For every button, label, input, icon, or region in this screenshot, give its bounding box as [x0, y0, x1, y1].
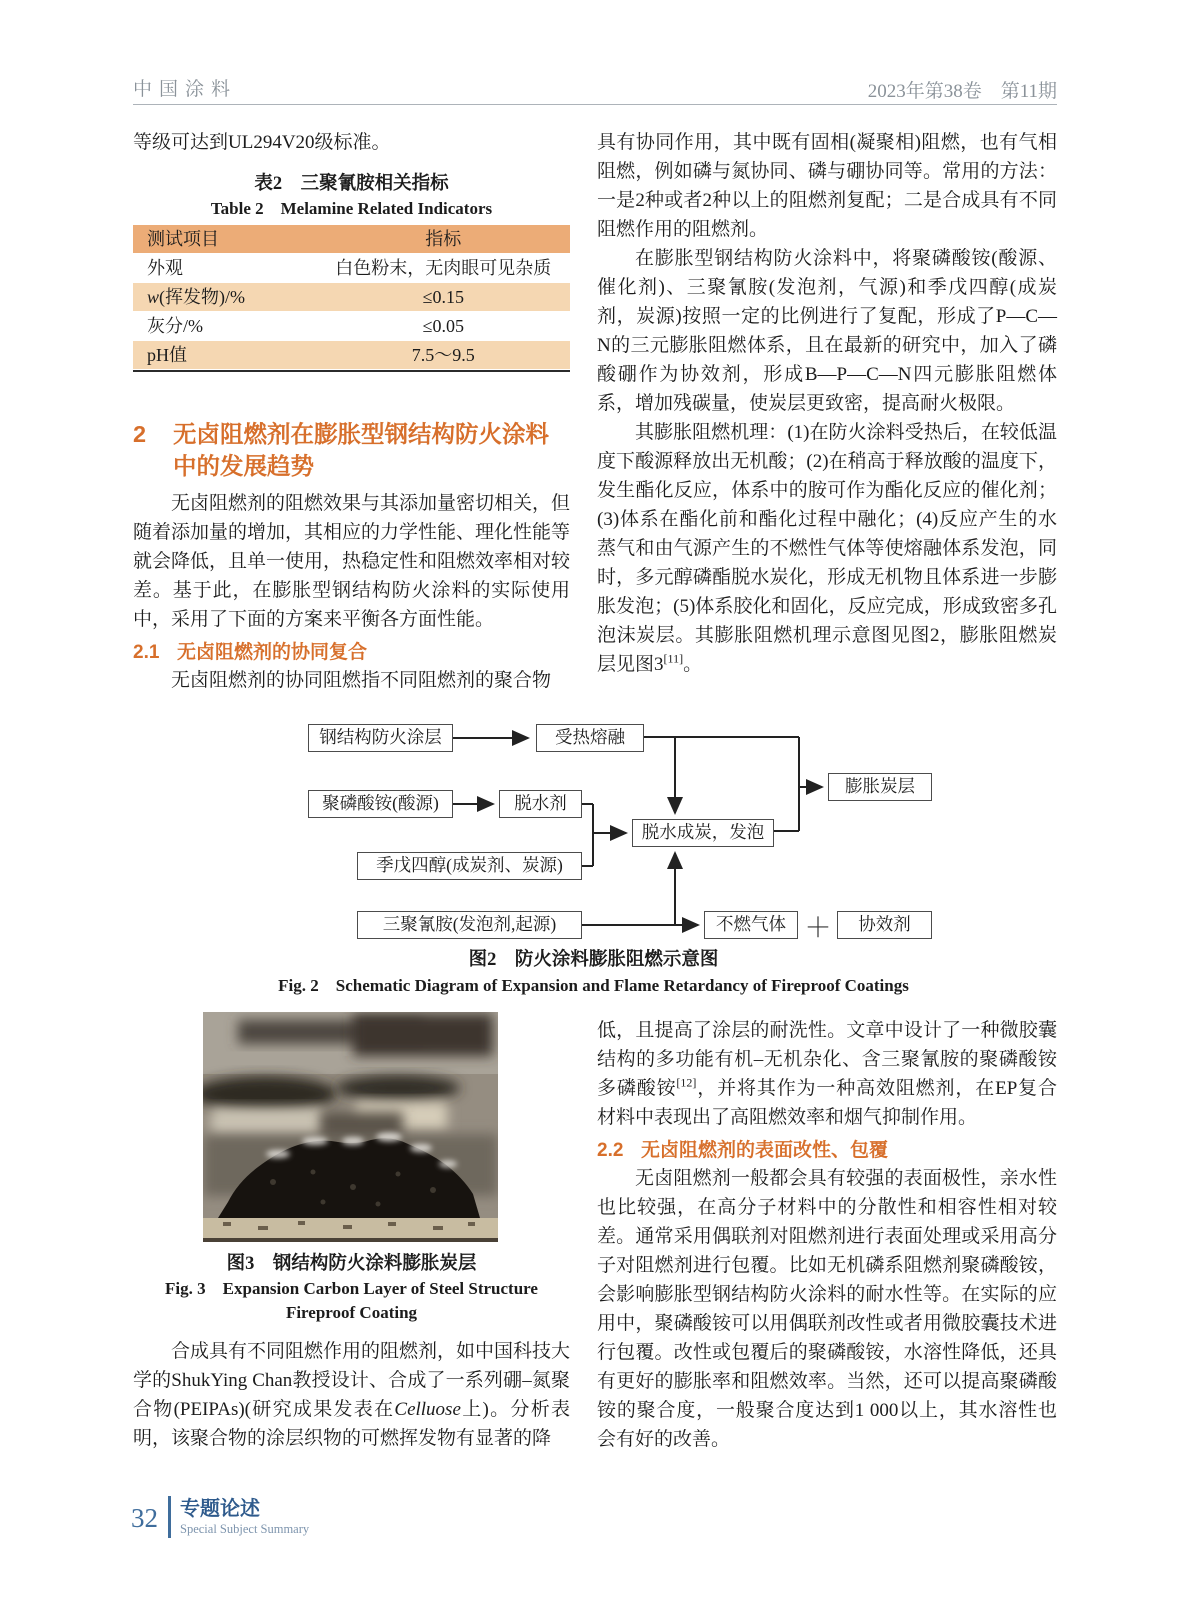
figure2-caption-en: Fig. 2 Schematic Diagram of Expansion and Flame Retardancy of Fireproof Coatings	[278, 976, 909, 995]
section-number: 2.1	[133, 642, 160, 663]
column-title-en: Special Subject Summary	[180, 1521, 310, 1536]
paragraph: 无卤阻燃剂的阻燃效果与其添加量密切相关，但随着添加量的增加，其相应的力学性能、理化性能等就会降低，且单一使用，热稳定性和阻燃效率相对较差。基于此，在膨胀型钢结构防火涂料的实际使用中，采用了下面的方案来平衡各方面性能。	[133, 493, 571, 630]
page-footer	[131, 1496, 309, 1538]
column-header: 指标	[317, 225, 570, 254]
figure2-flowchart	[0, 695, 1187, 1000]
table-cell: 白色粉末，无肉眼可见杂质	[317, 254, 570, 283]
figure2-caption-cn: 图2 防火涂料膨胀阻燃示意图	[468, 950, 719, 970]
footer-column-title	[180, 1498, 309, 1537]
paragraph-text: 上)。分析表明，该聚合物的涂层织物的可燃挥发物有显著的降	[133, 1399, 570, 1449]
paragraph-text: 合成具有不同阻燃作用的阻燃剂，如中国科技大学的ShukYing Chan教授设计、合成了一系列硼–氮聚合物(PEIPAs)(研究成果发表在	[133, 1341, 571, 1420]
journal-name-celluose: Celluose	[394, 1399, 461, 1420]
table-row	[133, 312, 570, 341]
paragraph-text: ，并将其作为一种高效阻燃剂，在EP复合材料中表现出了高阻燃效率和烟气抑制作用。	[597, 1078, 1057, 1128]
paragraph: 无卤阻燃剂一般都会具有较强的表面极性，亲水性也比较强，在高分子材料中的分散性和相容性相对较差。通常采用偶联剂对阻燃剂进行表面处理或采用高分子对阻燃剂进行包覆。比如无机磷系阻燃剂聚磷酸铵，会影响膨胀型钢结构防火涂料的耐水性等。在实际的应用中，聚磷酸铵可以用偶联剂改性或者用微胶囊技术进行包覆。改性或包覆后的聚磷酸铵，水溶性降低，还具有更好的膨胀率和阻燃效率。当然，还可以提高聚磷酸铵的聚合度，一般聚合度达到1 000以上，其水溶性也会有好的改善。	[597, 1168, 1057, 1450]
paragraph: 无卤阻燃剂的协同阻燃指不同阻燃剂的聚合物	[171, 670, 552, 691]
flow-node-expanded-char: 膨胀炭层	[828, 773, 932, 801]
table2-melamine-indicators	[133, 225, 570, 370]
figure3-caption-en: Fig. 3 Expansion Carbon Layer of Steel Structure	[165, 1279, 538, 1298]
flow-node-melamine: 三聚氰胺(发泡剂,起源)	[357, 911, 582, 939]
table-row	[133, 254, 570, 283]
flow-node-nonflammable-gas: 不燃气体	[704, 911, 798, 939]
plus-sign: ＋	[804, 912, 832, 943]
issue-info: 2023年第38卷 第11期	[867, 81, 1057, 102]
flow-node-steel-coating: 钢结构防火涂层	[308, 724, 453, 752]
header-rule	[133, 104, 1057, 105]
page-number: 32	[131, 1503, 158, 1533]
paragraph-text: 。	[683, 654, 703, 675]
symbol-w: w	[147, 287, 160, 307]
column-title-cn: 专题论述	[180, 1497, 260, 1520]
flow-node-app-acid-source: 聚磷酸铵(酸源)	[308, 790, 453, 818]
section-title: 无卤阻燃剂在膨胀型钢结构防火涂料中的发展趋势	[173, 421, 549, 479]
section-title: 无卤阻燃剂的表面改性、包覆	[641, 1140, 889, 1161]
table-cell-text: (挥发物)/%	[159, 287, 245, 307]
section-number: 2	[133, 421, 147, 447]
paragraph: 在膨胀型钢结构防火涂料中，将聚磷酸铵(酸源、催化剂)、三聚氰胺(发泡剂，气源)和季戊四醇(成炭剂，炭源)按照一定的比例进行了复配，形成了P—C—N的三元膨胀阻燃体系，且在最新的研究中，加入了磷酸硼作为协效剂，形成B—P—C—N四元膨胀阻燃体系，增加残碳量，使炭层更致密，提高耐火极限。	[597, 248, 1057, 414]
section-number: 2.2	[597, 1140, 624, 1161]
flow-node-pentaerythritol: 季戊四醇(成炭剂、炭源)	[357, 852, 582, 880]
reference-11: [11]	[663, 651, 684, 666]
flow-node-char-foaming: 脱水成炭，发泡	[632, 819, 774, 847]
figure3-photo-char-layer	[203, 1012, 498, 1242]
figure3-caption-cn: 图3 钢结构防火涂料膨胀炭层	[226, 1254, 477, 1274]
table-cell: 灰分/%	[133, 312, 317, 341]
left-column-bottom	[133, 1012, 570, 1453]
section-2-2-heading	[597, 1137, 1057, 1164]
table2-caption-en: Table 2 Melamine Related Indicators	[210, 199, 493, 218]
table-header-row	[133, 225, 570, 254]
section-2-1-heading	[133, 639, 570, 666]
table-row	[133, 341, 570, 370]
table-row	[133, 283, 570, 312]
table-cell: 外观	[133, 254, 317, 283]
table-cell: ≤0.05	[317, 312, 570, 341]
paragraph-text: 其膨胀阻燃机理：(1)在防火涂料受热后，在较低温度下酸源释放出无机酸；(2)在稍高于释放酸的温度下，发生酯化反应，体系中的胺可作为酯化反应的催化剂；(3)体系在酯化前和酯化过程中融化；(4)反应产生的水蒸气和由气源产生的不燃性气体等使熔融体系发泡，同时，多元醇磷酯脱水炭化，形成无机物且体系进一步膨胀发泡；(5)体系胶化和固化，反应完成，形成致密多孔泡沫炭层。其膨胀阻燃机理示意图见图2，膨胀阻燃炭层见图3	[597, 422, 1057, 675]
right-column-top	[597, 128, 1057, 679]
flow-node-heat-melting: 受热熔融	[536, 724, 644, 752]
figure3-caption-en: Fireproof Coating	[285, 1303, 418, 1322]
paragraph-text: 低，且提高了涂层的耐洗性。文章中设计了一种微胶囊结构的多功能有机–无机杂化、含三聚氰胺的聚磷酸铵多磷酸铵	[597, 1020, 1057, 1099]
left-column-top	[133, 128, 570, 695]
table-bottom-rule	[133, 370, 570, 372]
flow-node-dehydrant: 脱水剂	[499, 790, 582, 818]
table-cell: ≤0.15	[317, 283, 570, 312]
table2-caption-cn: 表2 三聚氰胺相关指标	[254, 174, 449, 194]
paragraph	[597, 1016, 1057, 1132]
paragraph	[133, 1337, 570, 1453]
table-cell: pH值	[133, 341, 317, 370]
paragraph: 等级可达到UL294V20级标准。	[133, 132, 391, 153]
paragraph	[597, 418, 1057, 679]
flow-node-synergist: 协效剂	[837, 911, 932, 939]
table-cell	[133, 283, 317, 312]
column-header: 测试项目	[133, 225, 317, 254]
reference-12: [12]	[676, 1075, 697, 1090]
section-2-heading	[133, 418, 570, 482]
journal-name: 中国涂料	[133, 79, 238, 100]
table-cell: 7.5～9.5	[317, 341, 570, 370]
paragraph: 具有协同作用，其中既有固相(凝聚相)阻燃，也有气相阻燃，例如磷与氮协同、磷与硼协同等。常用的方法：一是2种或者2种以上的阻燃剂复配；二是合成具有不同阻燃作用的阻燃剂。	[597, 132, 1057, 240]
footer-divider-bar	[168, 1496, 171, 1538]
right-column-bottom	[597, 1016, 1057, 1454]
section-title: 无卤阻燃剂的协同复合	[177, 642, 368, 663]
